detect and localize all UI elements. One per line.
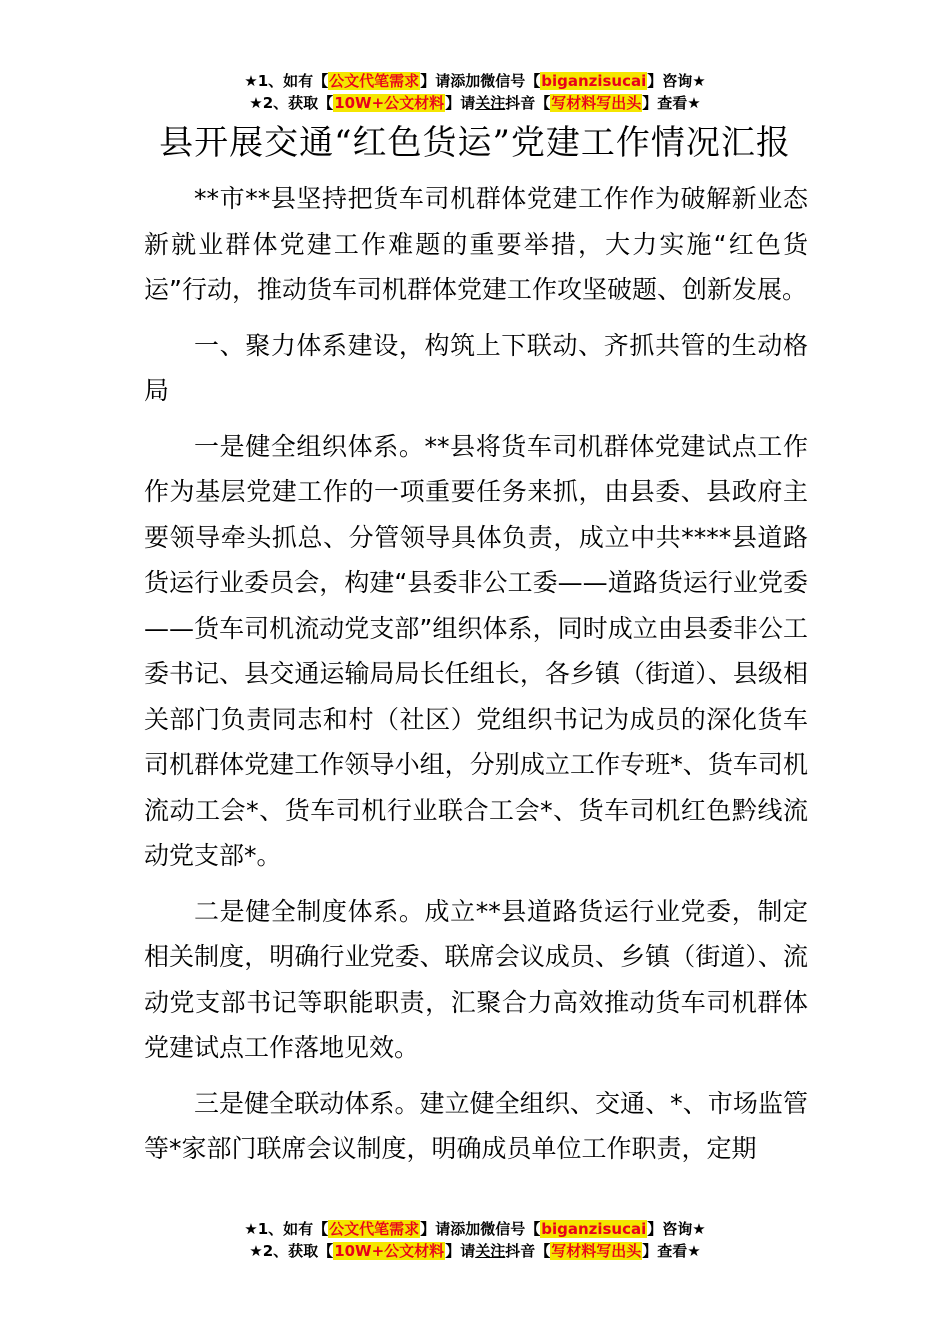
promo-line-2-suffix: 】查看★ xyxy=(642,1242,701,1260)
promo-highlight-wechat-id: biganzisucai xyxy=(541,1220,647,1238)
bottom-promo-banner xyxy=(0,1218,950,1262)
promo-line-1-suffix: 】咨询★ xyxy=(647,1220,706,1238)
promo-line-1 xyxy=(0,70,950,92)
promo-highlight-materials: 10W+公文材料 xyxy=(334,94,445,112)
section-heading-1: 一、聚力体系建设，构筑上下联动、齐抓共管的生动格局 xyxy=(144,330,808,405)
intro-paragraph: **市**县坚持把货车司机群体党建工作作为破解新业态新就业群体党建工作难题的重要举措，大力实施“红色货运”行动，推动货车司机群体党建工作攻坚破题、创新发展。 xyxy=(144,184,808,304)
promo-line-2-underlined: 关注 xyxy=(475,1242,506,1260)
promo-line-1-suffix: 】咨询★ xyxy=(647,72,706,90)
promo-line-2-prefix: ★2、获取【 xyxy=(249,94,334,112)
promo-line-1-prefix: ★1、如有【 xyxy=(244,72,329,90)
document-title: 县开展交通“红色货运”党建工作情况汇报 xyxy=(159,123,791,163)
promo-highlight-douyin: 写材料写出头 xyxy=(551,94,642,112)
promo-highlight-materials: 10W+公文材料 xyxy=(334,1242,445,1260)
paragraph-organization-system: 一是健全组织体系。**县将货车司机群体党建试点工作作为基层党建工作的一项重要任务来抓，由县委、县政府主要领导牵头抓总、分管领导具体负责，成立中共****县道路货运行业委员会，构建“县委非公工委——道路货运行业党委——货车司机流动党支部”组织体系，同时成立由县委非公工委书记、县交通运输局局长任组长，各乡镇（街道）、县级相关部门负责同志和村（社区）党组织书记为成员的深化货车司机群体党建工作领导小组，分别成立工作专班*、货车司机流动工会*、货车司机行业联合工会*、货车司机红色黔线流动党支部*。 xyxy=(144,431,808,870)
promo-line-2-suffix: 】查看★ xyxy=(642,94,701,112)
promo-line-2-prefix: ★2、获取【 xyxy=(249,1242,334,1260)
promo-line-2-middle-a: 】请 xyxy=(445,94,476,112)
promo-highlight-service: 公文代笔需求 xyxy=(329,1220,420,1238)
promo-line-1-middle: 】请添加微信号【 xyxy=(420,1220,541,1238)
top-promo-banner xyxy=(0,70,950,114)
promo-line-2 xyxy=(0,1240,950,1262)
promo-highlight-douyin: 写材料写出头 xyxy=(551,1242,642,1260)
promo-line-2-middle-b: 抖音【 xyxy=(505,1242,551,1260)
promo-line-2-middle-a: 】请 xyxy=(445,1242,476,1260)
promo-line-1-middle: 】请添加微信号【 xyxy=(420,72,541,90)
paragraph-institution-system: 二是健全制度体系。成立**县道路货运行业党委，制定相关制度，明确行业党委、联席会议成员、乡镇（街道）、流动党支部书记等职能职责，汇聚合力高效推动货车司机群体党建试点工作落地见效。 xyxy=(144,896,808,1062)
promo-line-2 xyxy=(0,92,950,114)
paragraph-linkage-system: 三是健全联动体系。建立健全组织、交通、*、市场监管等*家部门联席会议制度，明确成员单位工作职责，定期 xyxy=(144,1088,808,1163)
promo-line-2-underlined: 关注 xyxy=(475,94,506,112)
promo-line-2-middle-b: 抖音【 xyxy=(505,94,551,112)
promo-line-1 xyxy=(0,1218,950,1240)
document-body xyxy=(144,176,808,1182)
promo-highlight-wechat-id: biganzisucai xyxy=(541,72,647,90)
promo-line-1-prefix: ★1、如有【 xyxy=(244,1220,329,1238)
promo-highlight-service: 公文代笔需求 xyxy=(329,72,420,90)
